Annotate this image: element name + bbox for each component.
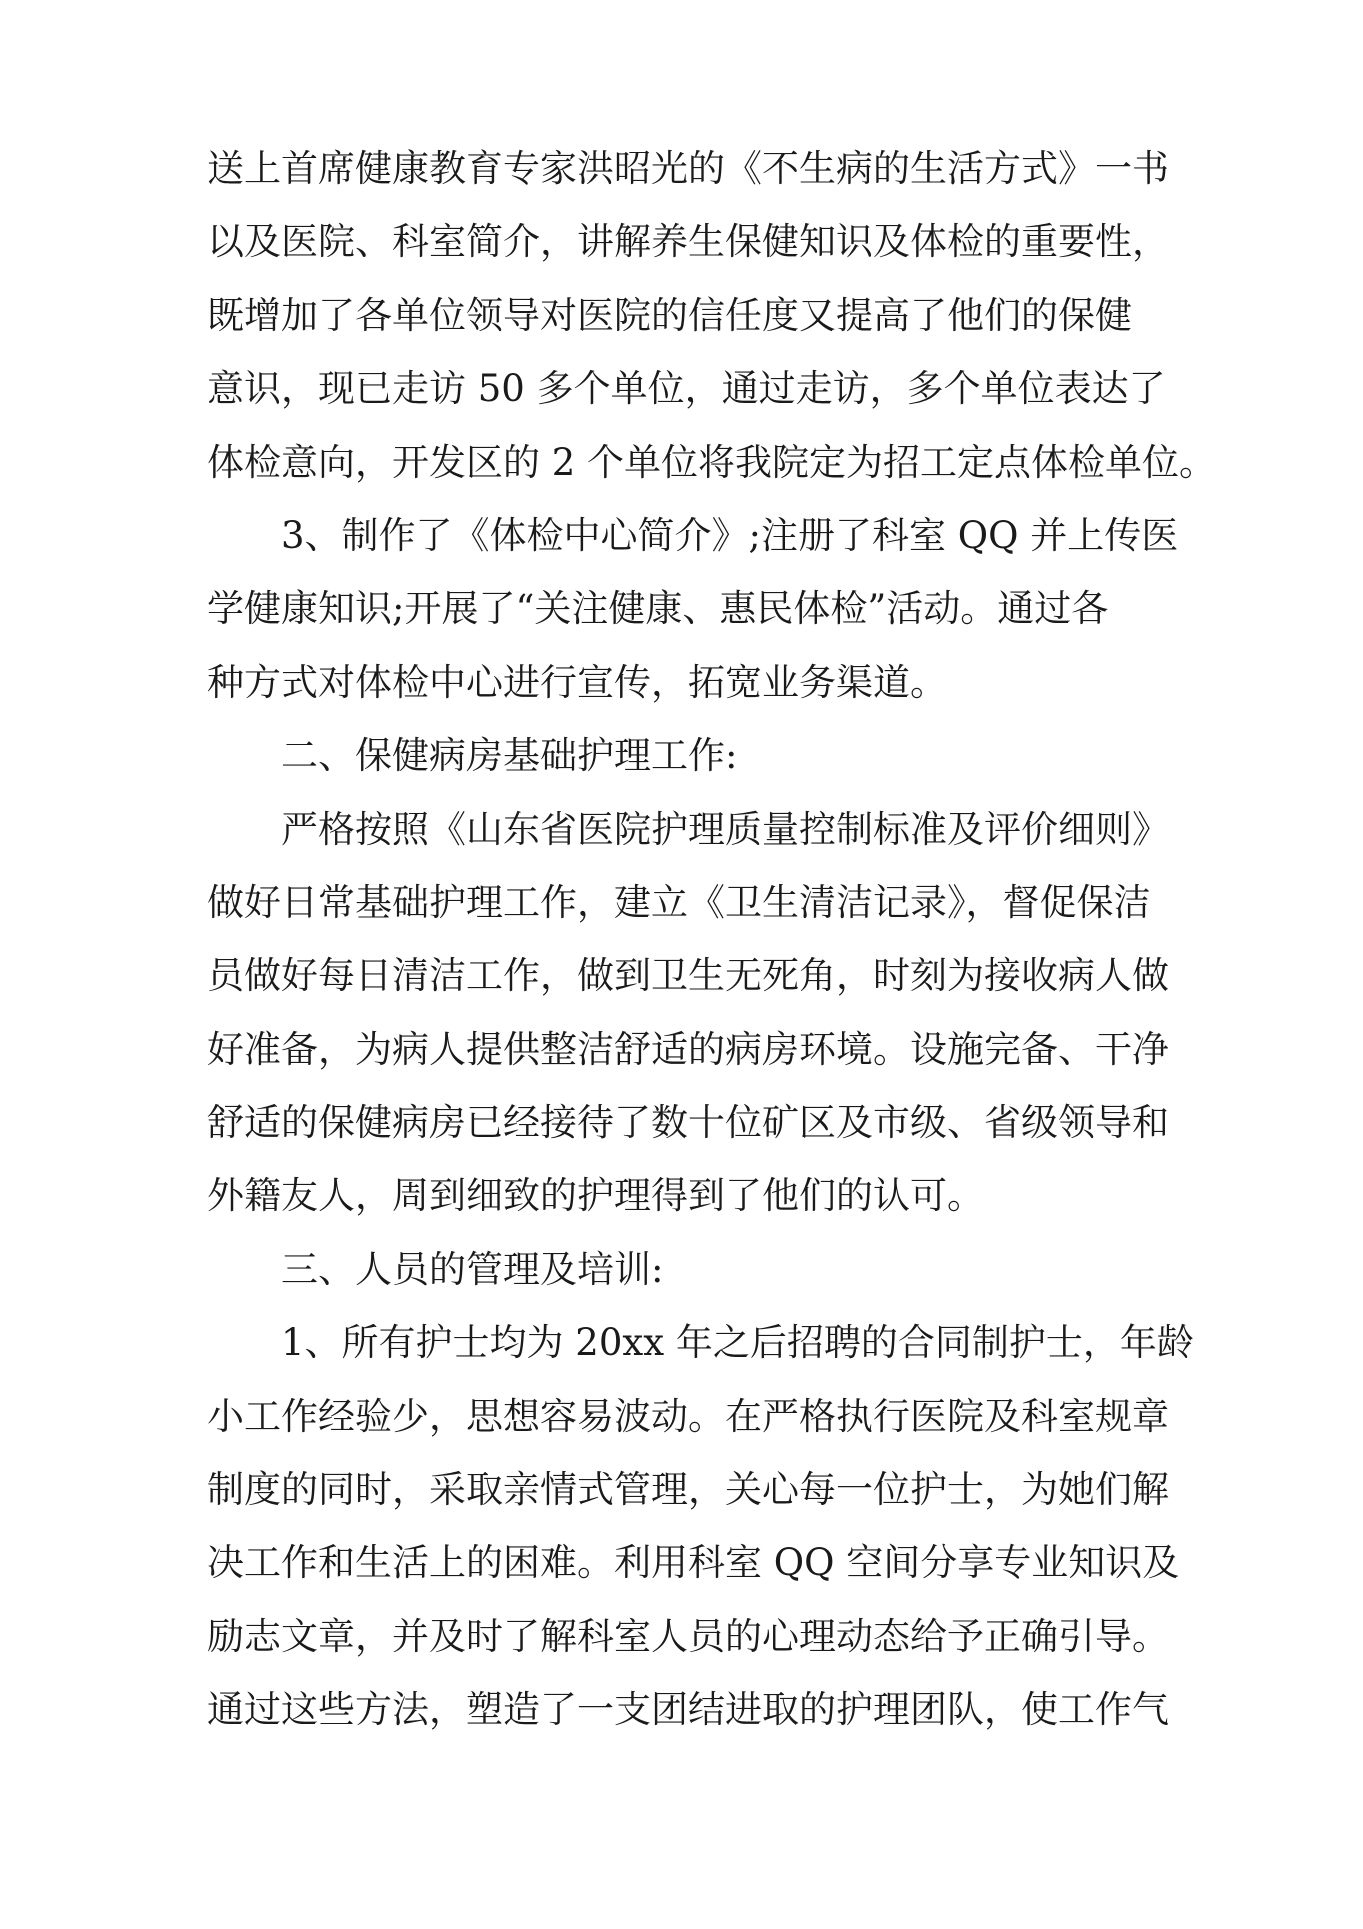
- text-line: 员做好每日清洁工作，做到卫生无死角，时刻为接收病人做: [207, 954, 1169, 998]
- paragraph-start-line: 严格按照《山东省医院护理质量控制标准及评价细则》: [281, 807, 1169, 851]
- text-line: 学健康知识;开展了“关注健康、惠民体检”活动。通过各: [207, 587, 1109, 631]
- section-heading: 二、保健病房基础护理工作:: [281, 734, 738, 778]
- paragraph-start-line: 3、制作了《体检中心简介》;注册了科室 QQ 并上传医: [281, 513, 1179, 557]
- text-line: 外籍友人，周到细致的护理得到了他们的认可。: [207, 1174, 984, 1218]
- text-line: 既增加了各单位领导对医院的信任度又提高了他们的保健: [207, 293, 1132, 337]
- text-line: 体检意向，开发区的 2 个单位将我院定为招工定点体检单位。: [207, 440, 1217, 484]
- text-line: 制度的同时，采取亲情式管理，关心每一位护士，为她们解: [207, 1468, 1169, 1512]
- section-heading: 三、人员的管理及培训:: [281, 1247, 664, 1291]
- text-line: 送上首席健康教育专家洪昭光的《不生病的生活方式》一书: [207, 147, 1169, 190]
- text-line: 种方式对体检中心进行宣传，拓宽业务渠道。: [207, 660, 947, 704]
- document-body: [207, 132, 1217, 1747]
- text-line: 意识，现已走访 50 多个单位，通过走访，多个单位表达了: [207, 367, 1166, 411]
- text-line: 舒适的保健病房已经接待了数十位矿区及市级、省级领导和: [207, 1101, 1169, 1145]
- text-line: 好准备，为病人提供整洁舒适的病房环境。设施完备、干净: [207, 1027, 1169, 1071]
- text-line: 以及医院、科室简介，讲解养生保健知识及体检的重要性，: [207, 220, 1169, 264]
- text-line: 通过这些方法，塑造了一支团结进取的护理团队，使工作气: [207, 1688, 1169, 1732]
- text-line: 做好日常基础护理工作，建立《卫生清洁记录》，督促保洁: [207, 880, 1151, 924]
- paragraph-start-line: 1、所有护士均为 20xx 年之后招聘的合同制护士，年龄: [281, 1321, 1194, 1365]
- text-line: 励志文章，并及时了解科室人员的心理动态给予正确引导。: [207, 1614, 1169, 1658]
- text-line: 决工作和生活上的困难。利用科室 QQ 空间分享专业知识及: [207, 1541, 1180, 1585]
- text-line: 小工作经验少，思想容易波动。在严格执行医院及科室规章: [207, 1394, 1169, 1438]
